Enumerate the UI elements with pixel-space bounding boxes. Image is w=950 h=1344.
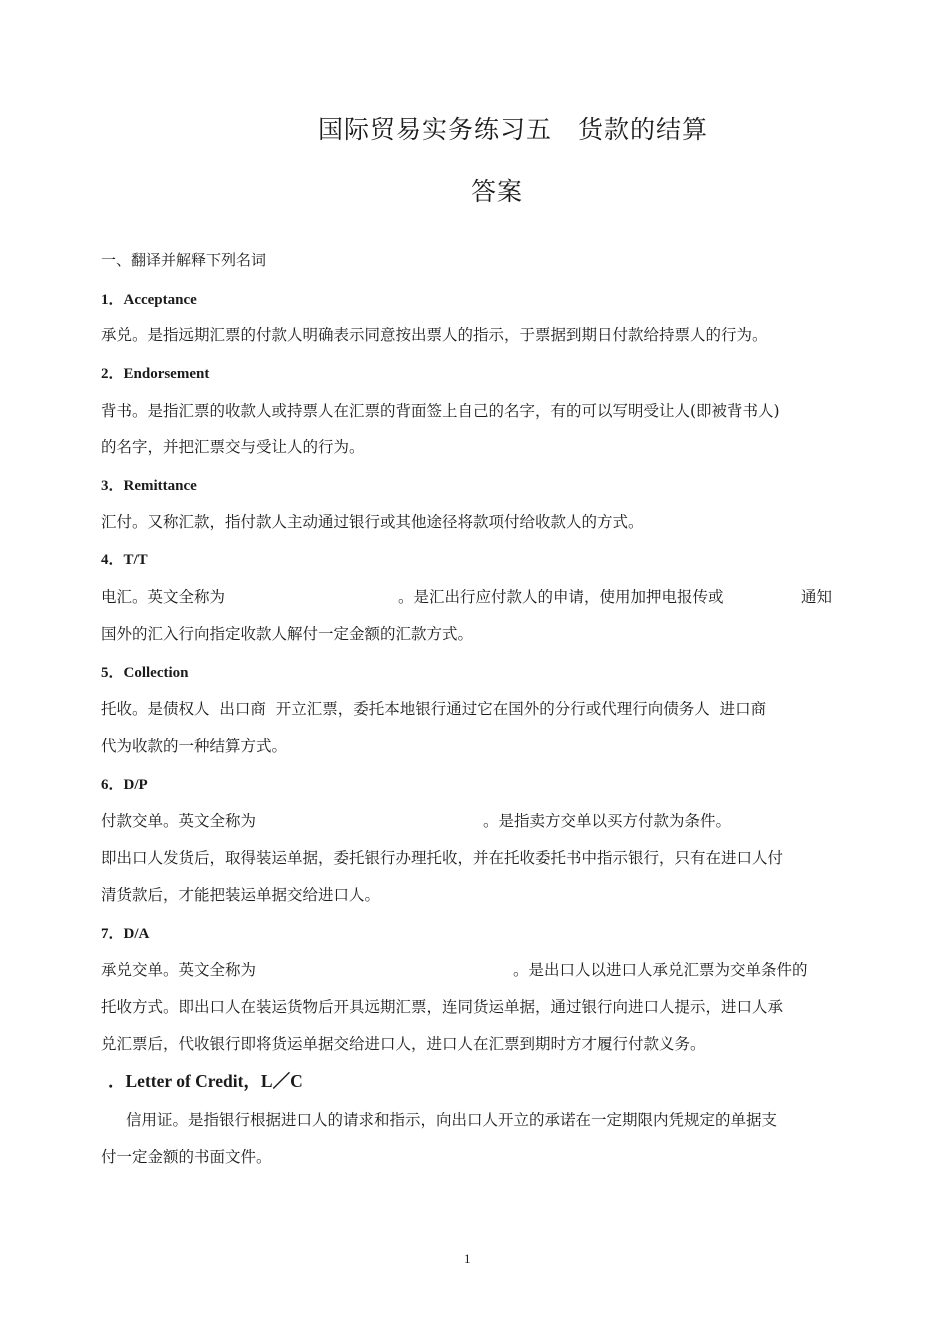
term-endorsement: 2．Endorsement bbox=[101, 366, 210, 382]
term-letter-of-credit: ．Letter of Credit，L／C bbox=[108, 1071, 303, 1091]
definition-line: 代为收款的一种结算方式。 bbox=[101, 737, 288, 755]
definition-line: 兑汇票后，代收银行即将货运单据交给进口人，进口人在汇票到期时方才履行付款义务。 bbox=[101, 1035, 706, 1053]
document-subtitle: 答案 bbox=[471, 177, 524, 206]
definition-line: 付款交单。英文全称为 bbox=[101, 812, 257, 830]
term-dp: 6．D/P bbox=[101, 777, 148, 793]
definition-line: 电汇。英文全称为 bbox=[101, 588, 226, 606]
term-remittance: 3．Remittance bbox=[101, 478, 197, 494]
definition-line: 汇付。又称汇款，指付款人主动通过银行或其他途径将款项付给收款人的方式。 bbox=[101, 513, 644, 531]
document-title: 国际贸易实务练习五 货款的结算 bbox=[318, 115, 709, 144]
definition-line: 信用证。是指银行根据进口人的请求和指示，向出口人开立的承诺在一定期限内凭规定的单据支 bbox=[126, 1111, 778, 1129]
definition-line: 国外的汇入行向指定收款人解付一定金额的汇款方式。 bbox=[101, 625, 474, 643]
definition-line: 清货款后，才能把装运单据交给进口人。 bbox=[101, 886, 381, 904]
term-tt: 4．T/T bbox=[101, 552, 148, 568]
term-da: 7．D/A bbox=[101, 926, 150, 942]
page-number: 1 bbox=[464, 1251, 471, 1266]
definition-line: 承兑。是指远期汇票的付款人明确表示同意按出票人的指示，于票据到期日付款给持票人的行为。 bbox=[101, 326, 768, 344]
definition-line: 托收方式。即出口人在装运货物后开具远期汇票，连同货运单据，通过银行向进口人提示，进口人承 bbox=[101, 998, 784, 1016]
definition-line: 的名字，并把汇票交与受让人的行为。 bbox=[101, 438, 365, 456]
definition-line: 。是指卖方交单以买方付款为条件。 bbox=[483, 812, 732, 830]
definition-line: 承兑交单。英文全称为 bbox=[101, 961, 257, 979]
section-heading: 一、翻译并解释下列名词 bbox=[101, 251, 267, 269]
term-acceptance: 1．Acceptance bbox=[101, 292, 197, 308]
definition-line: 托收。是债权人 出口商 开立汇票，委托本地银行通过它在国外的分行或代理行向债务人 进口商 bbox=[101, 700, 767, 718]
definition-line: 通知 bbox=[801, 588, 833, 606]
definition-line: 即出口人发货后，取得装运单据，委托银行办理托收，并在托收委托书中指示银行，只有在进口人付 bbox=[101, 849, 784, 867]
definition-line: 。是出口人以进口人承兑汇票为交单条件的 bbox=[513, 961, 808, 979]
definition-line: 背书。是指汇票的收款人或持票人在汇票的背面签上自己的名字，有的可以写明受让人(即被背书人) bbox=[101, 402, 780, 420]
definition-line: 付一定金额的书面文件。 bbox=[101, 1148, 272, 1166]
definition-line: 。是汇出行应付款人的申请，使用加押电报传或 bbox=[398, 588, 724, 606]
term-collection: 5．Collection bbox=[101, 665, 189, 681]
